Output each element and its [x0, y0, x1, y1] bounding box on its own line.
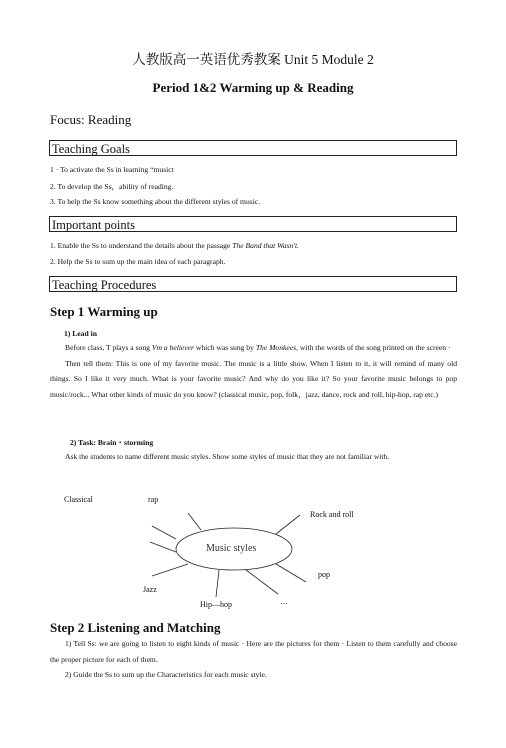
step1-para-3-text: Ask the students to name different music styles. Show some styles of music that they are not familiar with. [65, 452, 390, 461]
spoke-pop [276, 564, 306, 582]
goal-item-1: 1 · To activate the Ss in learning “musict [50, 165, 174, 174]
step1-sub1: 1) Lead in [64, 329, 97, 338]
step2-heading: Step 2 Listening and Matching [50, 620, 221, 635]
band-name: The Monkees, [255, 343, 298, 352]
label-pop: pop [318, 570, 330, 579]
spoke-hiphop [216, 570, 219, 597]
teaching-goals-heading: Teaching Goals [49, 140, 457, 156]
spoke-ellipsis [246, 570, 278, 594]
para1-part-c: with the words of the song printed on the screen · [298, 343, 451, 352]
label-hiphop: Hip—hop [200, 600, 232, 609]
step1-heading: Step 1 Warming up [50, 304, 158, 319]
step2-paragraphs [50, 636, 457, 683]
step1-para-1 [50, 340, 457, 356]
spoke-rock [276, 515, 300, 534]
label-classical: Classical [64, 495, 93, 504]
song-title: Vm a believer [151, 343, 194, 352]
step1-para-3 [50, 449, 457, 465]
label-ellipsis: … [280, 597, 288, 606]
teaching-procedures-heading: Teaching Procedures [49, 276, 457, 292]
point-item-2: 2. Help the Ss to sum up the main idea of each paragraph. [50, 257, 226, 266]
focus-line: Focus: Reading [50, 112, 132, 127]
goal-item-3: 3. To help the Ss know something about the different styles of music. [50, 197, 261, 206]
page-subtitle: Period 1&2 Warming up & Reading [152, 80, 354, 95]
spoke-rap [188, 513, 201, 530]
step2-para-2: 2) Guide the Ss to sum up the Characteristics for each music style. [65, 670, 267, 679]
label-jazz: Jazz [143, 585, 157, 594]
para1-part-a: Before class, T plays a song [65, 343, 152, 352]
point-item-1-text: 1. Enable the Ss to understand the details about the passage [50, 241, 233, 250]
label-rap: rap [148, 495, 159, 504]
passage-title: The Band that Wasn't. [232, 241, 299, 250]
spoke-left [150, 542, 176, 552]
page-title: 人教版高一英语优秀教案 Unit 5 Module 2 [132, 52, 374, 67]
important-points-heading: Important points [49, 216, 457, 232]
step1-para-2: Then tell them: This is one of my favorite music. The music is a little show. When I listen to it, it will remind of many old things. So I like it very much. What is your favorite music? And why do you like it? So your favorite music belongs to pop music/rock... What other kinds of music do you know? (classical music, pop, folk，jazz, dance, rock and roll, hip-hop, rap etc.) [50, 358, 457, 399]
goal-item-2: 2. To develop the Ss，ability of reading. [50, 182, 174, 191]
spoke-jazz [152, 564, 188, 576]
point-item-1 [50, 241, 299, 250]
label-rock: Rock and roll [310, 510, 354, 519]
step2-para-1: 1) Tell Ss: we are going to listen to eight kinds of music · Here are the pictures for them · Listen to them carefully and choose the proper picture for each of them. [50, 639, 457, 664]
spoke-classical [152, 526, 176, 539]
step1-sub2: 2) Task: Brain・storming [70, 438, 154, 447]
para1-part-b: which was sung by [194, 343, 256, 352]
label-center: Music styles [206, 543, 257, 554]
step1-paragraphs [50, 340, 457, 402]
